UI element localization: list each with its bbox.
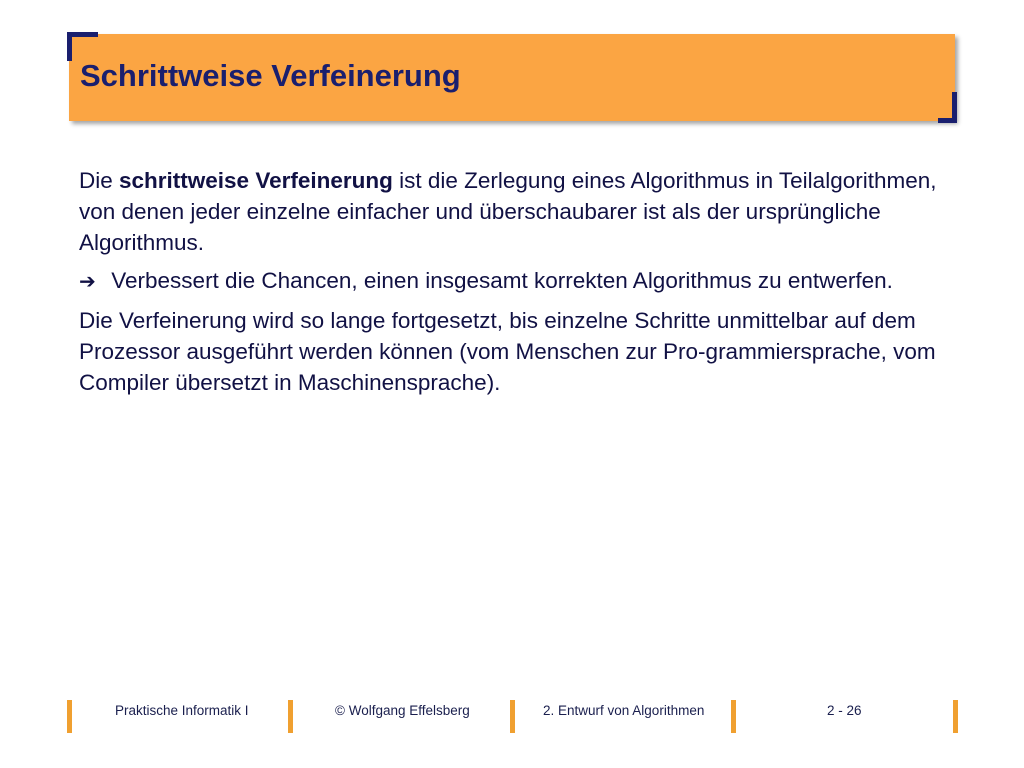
title-corner-top-left [67, 32, 98, 61]
paragraph-benefit [79, 265, 959, 298]
paragraph-definition-term: schrittweise Verfeinerung [119, 168, 393, 193]
title-banner [69, 34, 955, 121]
footer-page-number: 2 - 26 [827, 703, 862, 718]
footer-divider [510, 700, 515, 733]
paragraph-definition [79, 165, 959, 258]
footer-divider [731, 700, 736, 733]
footer-chapter: 2. Entwurf von Algorithmen [543, 703, 705, 718]
slide-title: Schrittweise Verfeinerung [80, 58, 461, 93]
footer-divider [288, 700, 293, 733]
footer-author: © Wolfgang Effelsberg [335, 703, 470, 718]
footer-divider [67, 700, 72, 733]
slide-body [79, 165, 959, 405]
paragraph-definition-lead: Die [79, 168, 120, 193]
title-corner-bottom-right [938, 92, 957, 123]
paragraph-definition-rest: ist die Zerlegung eines Algorithmus in Teilalgorithmen, von denen jeder einzelne einfacher und überschaubarer ist als der ursprüngliche Algorithmus. [79, 168, 937, 255]
footer-course: Praktische Informatik I [115, 703, 249, 718]
paragraph-benefit-text: Verbessert die Chancen, einen insgesamt korrekten Algorithmus zu entwerfen. [105, 268, 893, 293]
footer-divider [953, 700, 958, 733]
paragraph-continuation: Die Verfeinerung wird so lange fortgesetzt, bis einzelne Schritte unmittelbar auf dem Prozessor ausgeführt werden können (vom Menschen zur Pro-grammiersprache, vom Compiler übersetzt in Maschinensprache). [79, 308, 936, 395]
arrow-right-icon: ➔ [79, 271, 96, 293]
